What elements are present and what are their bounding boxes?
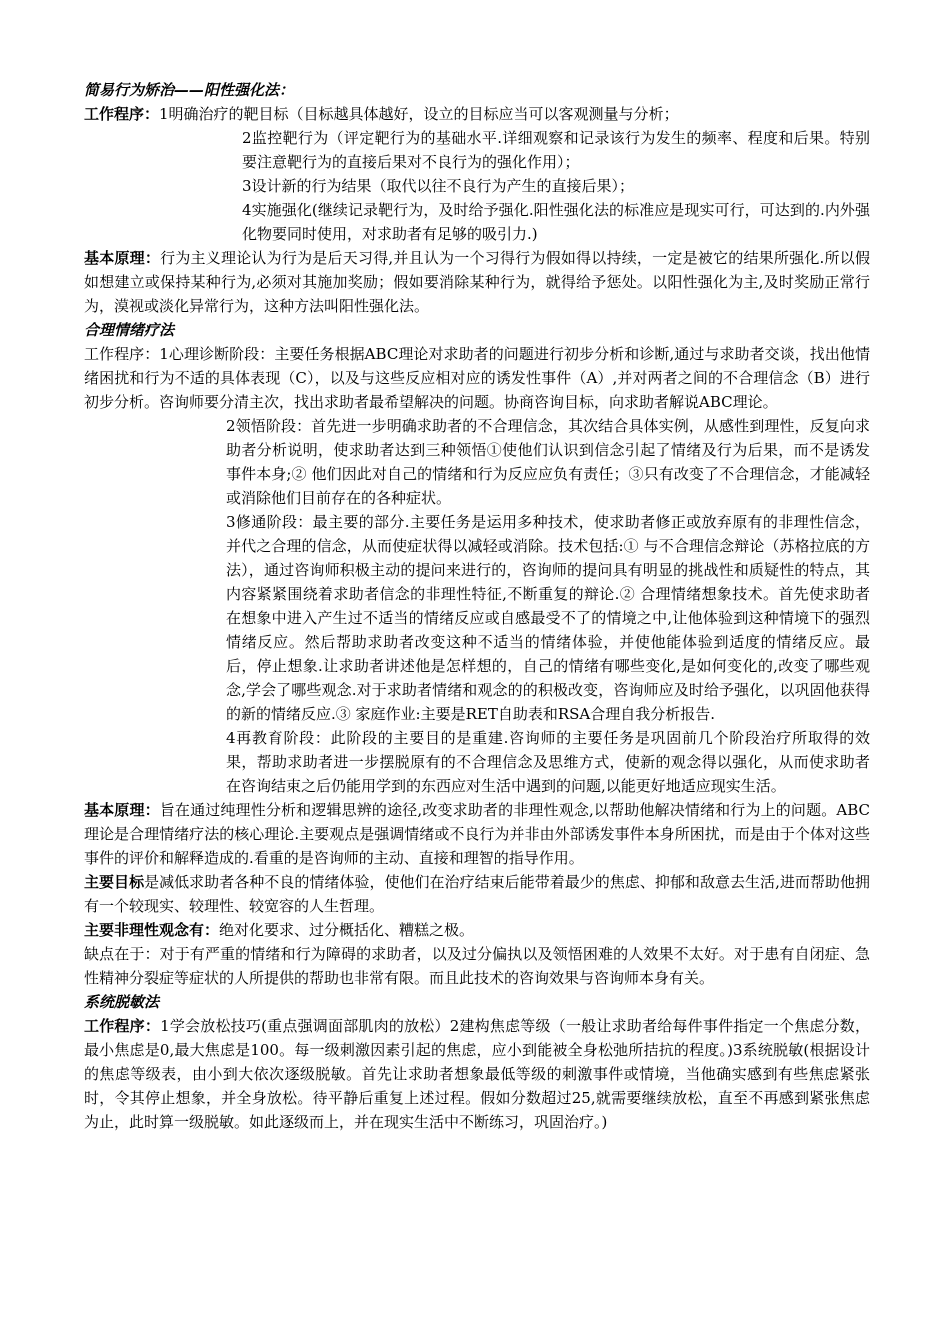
s2-step4: 4再教育阶段：此阶段的主要目的是重建.咨询师的主要任务是巩固前几个阶段治疗所取得的效果，帮助求助者进一步摆脱原有的不合理信念及思维方式，使新的观念得以强化，从而使求助者在咨询结束之后仍能用学到的东西应对生活中遇到的问题,以能更好地适应现实生活。 — [226, 729, 870, 795]
main-goal-label: 主要目标 — [84, 873, 145, 891]
s2-step1: 工作程序：1心理诊断阶段：主要任务根据ABC理论对求助者的问题进行初步分析和诊断,通过与求助者交谈，找出他情绪困扰和行为不适的具体表现（C），以及与这些反应相对应的诱发性事件（A）,并对两者之间的不合理信念（B）进行初步分析。咨询师要分清主次，找出求助者最希望解决的问题。协商咨询目标，向求助者解说ABC理论。 — [84, 345, 870, 411]
basic-principle-label: 基本原理： — [84, 249, 161, 267]
irrational-beliefs-label: 主要非理性观念有： — [84, 921, 220, 939]
work-procedure-label: 工作程序： — [84, 1017, 161, 1035]
s2-goal-text: 是减低求助者各种不良的情绪体验，使他们在治疗结束后能带着最少的焦虑、抑郁和敌意去生活,进而帮助他拥有一个较现实、较理性、较宽容的人生哲理。 — [84, 873, 870, 915]
s2-principle — [84, 798, 870, 870]
s1-principle-text: 行为主义理论认为行为是后天习得,并且认为一个习得行为假如得以持续，一定是被它的结果所强化.所以假如想建立或保持某种行为,必须对其施加奖励；假如要消除某种行为，就得给予惩处。以阳性强化为主,及时奖励正常行为，漠视或淡化异常行为，这种方法叫阳性强化法。 — [84, 249, 870, 315]
s2-defect: 缺点在于：对于有严重的情绪和行为障碍的求助者，以及过分偏执以及领悟困难的人效果不太好。对于患有自闭症、急性精神分裂症等症状的人所提供的帮助也非常有限。而且此技术的咨询效果与咨询师本身有关。 — [84, 945, 870, 987]
s1-step2: 2监控靶行为（评定靶行为的基础水平.详细观察和记录该行为发生的频率、程度和后果。特别要注意靶行为的直接后果对不良行为的强化作用）； — [242, 129, 870, 171]
work-procedure-label: 工作程序： — [84, 105, 160, 123]
s2-principle-text: 旨在通过纯理性分析和逻辑思辨的途径,改变求助者的非理性观念,以帮助他解决情绪和行为上的问题。ABC理论是合理情绪疗法的核心理论.主要观点是强调情绪或不良行为并非由外部诱发事件本身所困扰，而是由于个体对这些事件的评价和解释造成的.看重的是咨询师的主动、直接和理智的指导作用。 — [84, 801, 870, 867]
document-page — [84, 78, 870, 1134]
s1-step4: 4实施强化(继续记录靶行为，及时给予强化.阳性强化法的标准应是现实可行，可达到的.内外强化物要同时使用，对求助者有足够的吸引力.) — [242, 201, 870, 243]
s1-step1-text: 1明确治疗的靶目标（目标越具体越好，设立的目标应当可以客观测量与分析； — [159, 105, 679, 123]
s1-principle — [84, 246, 870, 318]
s3-procedure-text: 1学会放松技巧(重点强调面部肌肉的放松）2建构焦虑等级（一般让求助者给每件事件指定一个焦虑分数，最小焦虑是0,最大焦虑是100。每一级刺激因素引起的焦虑，应小到能被全身松弛所拮抗的程度。)3系统脱敏(根据设计的焦虑等级表，由小到大依次逐级脱敏。首先让求助者想象最低等级的刺激事件或情境，当他确实感到有些焦虑紧张时，令其停止想象，并全身放松。待平静后重复上述过程。假如分数超过25,就需要继续放松，直至不再感到紧张焦虑为止，此时算一级脱敏。如此逐级而上，并在现实生活中不断练习，巩固治疗。) — [84, 1017, 870, 1131]
s1-step3: 3设计新的行为结果（取代以往不良行为产生的直接后果）； — [242, 177, 635, 195]
s2-step3: 3修通阶段：最主要的部分.主要任务是运用多种技术，使求助者修正或放弃原有的非理性信念，并代之合理的信念，从而使症状得以减轻或消除。技术包括:① 与不合理信念辩论（苏格拉底的方法），通过咨询师积极主动的提问来进行的，咨询师的提问具有明显的挑战性和质疑性的特点，其内容紧紧围绕着求助者信念的非理性特征,不断重复的辩论.② 合理情绪想象技术。首先使求助者在想象中进入产生过不适当的情绪反应或自感最受不了的情境之中,让他体验到这种情境下的强烈情绪反应。然后帮助求助者改变这种不适当的情绪体验，并使他能体验到适度的情绪反应。最后，停止想象.让求助者讲述他是怎样想的，自己的情绪有哪些变化,是如何变化的,改变了哪些观念,学会了哪些观念.对于求助者情绪和观念的的积极改变，咨询师应及时给予强化，以巩固他获得的新的情绪反应.③ 家庭作业:主要是RET自助表和RSA合理自我分析报告. — [226, 513, 870, 723]
s1-step1 — [84, 102, 870, 126]
s2-step2: 2领悟阶段：首先进一步明确求助者的不合理信念，其次结合具体实例，从感性到理性，反复向求助者分析说明，使求助者达到三种领悟①使他们认识到信念引起了情绪及行为后果，而不是诱发事件本身;② 他们因此对自己的情绪和行为反应应负有责任；③只有改变了不合理信念，才能减轻或消除他们目前存在的各种症状。 — [226, 417, 870, 507]
s2-goal — [84, 870, 870, 918]
s2-irrational-text: 绝对化要求、过分概括化、糟糕之极。 — [219, 921, 475, 939]
s3-procedure — [84, 1014, 870, 1134]
section-title-positive-reinforcement: 简易行为矫治——阳性强化法： — [84, 81, 295, 99]
section-title-rational-emotive: 合理情绪疗法 — [84, 321, 175, 339]
section-title-systematic-desensitization: 系统脱敏法 — [84, 993, 160, 1011]
basic-principle-label: 基本原理： — [84, 801, 160, 819]
s2-irrational-beliefs — [84, 918, 870, 942]
